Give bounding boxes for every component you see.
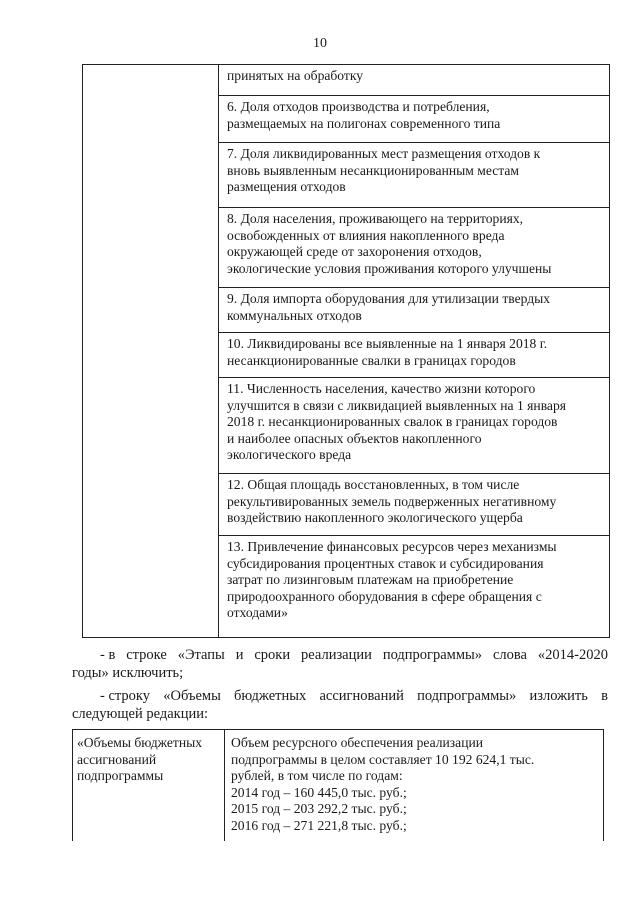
label-line: «Объемы бюджетных xyxy=(77,735,203,750)
table-row-line: вновь выявленным несанкционированным местам xyxy=(227,162,520,178)
table-row-line: несанкционированные свалки в границах городов xyxy=(227,352,516,368)
table-row-line: 8. Доля населения, проживающего на территориях, xyxy=(227,211,524,226)
table-row-line: окружающей среде от захоронения отходов, xyxy=(227,244,482,259)
table-row-13 xyxy=(219,536,609,637)
paragraph-line xyxy=(100,687,608,705)
indicators-table-values-column xyxy=(219,65,609,637)
budget-table-label-cell xyxy=(73,730,225,841)
table-row-line: 12. Общая площадь восстановленных, в том числе xyxy=(227,477,520,492)
indicators-table-label-column xyxy=(83,65,219,637)
value-line: подпрограммы в целом составляет 10 192 624,1 тыс. xyxy=(231,751,535,767)
word: «Объемы xyxy=(163,688,221,704)
table-row-line: затрат по лизинговым платежам на приобретение xyxy=(227,572,514,587)
word: и xyxy=(235,647,244,663)
table-row-10 xyxy=(219,333,609,378)
table-row-line: размещения отходов xyxy=(227,179,346,194)
value-line: Объем ресурсного обеспечения реализации xyxy=(231,735,484,750)
word: слова xyxy=(492,647,527,663)
word: подпрограммы» xyxy=(417,688,517,704)
table-row-continued xyxy=(219,65,609,96)
table-row-line: коммунальных отходов xyxy=(227,307,362,323)
word: - строку xyxy=(100,688,150,704)
table-row-line: и наиболее опасных объектов накопленного xyxy=(227,430,482,446)
table-row-6 xyxy=(219,96,609,143)
word: в xyxy=(601,688,608,704)
word: подпрограммы» xyxy=(382,647,483,663)
table-row-7 xyxy=(219,143,609,208)
table-row-line: принятых на обработку xyxy=(227,68,364,83)
paragraph-line: годы» исключить; xyxy=(72,665,184,681)
table-row-line: 9. Доля импорта оборудования для утилизации твердых xyxy=(227,291,551,306)
paragraph-stages-continued xyxy=(72,664,608,682)
word: бюджетных xyxy=(234,688,307,704)
value-line: 2016 год – 271 221,8 тыс. руб.; xyxy=(231,817,407,833)
value-line: 2015 год – 203 292,2 тыс. руб.; xyxy=(231,801,407,816)
table-row-line: улучшится в связи с ликвидацией выявленных на 1 января xyxy=(227,397,567,413)
table-row-line: субсидирования процентных ставок и субсидирования xyxy=(227,555,544,571)
paragraph-line: следующей редакции: xyxy=(72,706,209,722)
table-row-line: 7. Доля ликвидированных мест размещения отходов к xyxy=(227,146,541,161)
table-row-line: отходами» xyxy=(227,605,288,620)
word: строке xyxy=(126,647,167,663)
table-row-11 xyxy=(219,378,609,474)
table-row-line: экологического вреда xyxy=(227,447,352,462)
table-row-line: 2018 г. несанкционированных свалок в границах городов xyxy=(227,414,558,429)
table-row-12 xyxy=(219,474,609,536)
table-row-line: размещаемых на полигонах современного типа xyxy=(227,115,501,131)
paragraph-stages xyxy=(100,646,608,664)
paragraph-budget-continued xyxy=(72,705,608,723)
word: изложить xyxy=(529,688,588,704)
value-line: 2014 год – 160 445,0 тыс. руб.; xyxy=(231,784,407,800)
indicators-table xyxy=(82,64,610,638)
budget-table-value-cell xyxy=(225,730,603,841)
word: реализации xyxy=(301,647,372,663)
table-row-line: природоохранного оборудования в сфере обращения с xyxy=(227,588,542,604)
budget-table xyxy=(72,729,604,841)
word: ассигнований xyxy=(319,688,404,704)
label-line: подпрограммы xyxy=(77,768,164,783)
table-row-line: воздействию накопленного экологического ущерба xyxy=(227,510,523,525)
table-row-9 xyxy=(219,288,609,333)
word: - в xyxy=(100,647,116,663)
label-line: ассигнований xyxy=(77,751,157,767)
table-row-line: 13. Привлечение финансовых ресурсов через механизмы xyxy=(227,539,557,554)
table-row-line: освобожденных от влияния накопленного вреда xyxy=(227,227,505,243)
word: сроки xyxy=(254,647,291,663)
table-row-8 xyxy=(219,208,609,288)
paragraph-line xyxy=(100,646,608,664)
word: «Этапы xyxy=(177,647,225,663)
table-row-line: 10. Ликвидированы все выявленные на 1 января 2018 г. xyxy=(227,336,548,351)
paragraph-budget xyxy=(100,687,608,705)
table-row-line: 6. Доля отходов производства и потребления, xyxy=(227,99,490,114)
table-row-line: экологические условия проживания которого улучшены xyxy=(227,260,552,276)
table-row-line: рекультивированных земель подверженных негативному xyxy=(227,493,557,509)
table-row-line: 11. Численность населения, качество жизни которого xyxy=(227,381,536,396)
page-number: 10 xyxy=(313,36,327,51)
value-line: рублей, в том числе по годам: xyxy=(231,768,403,783)
word: «2014-2020 xyxy=(537,647,608,663)
